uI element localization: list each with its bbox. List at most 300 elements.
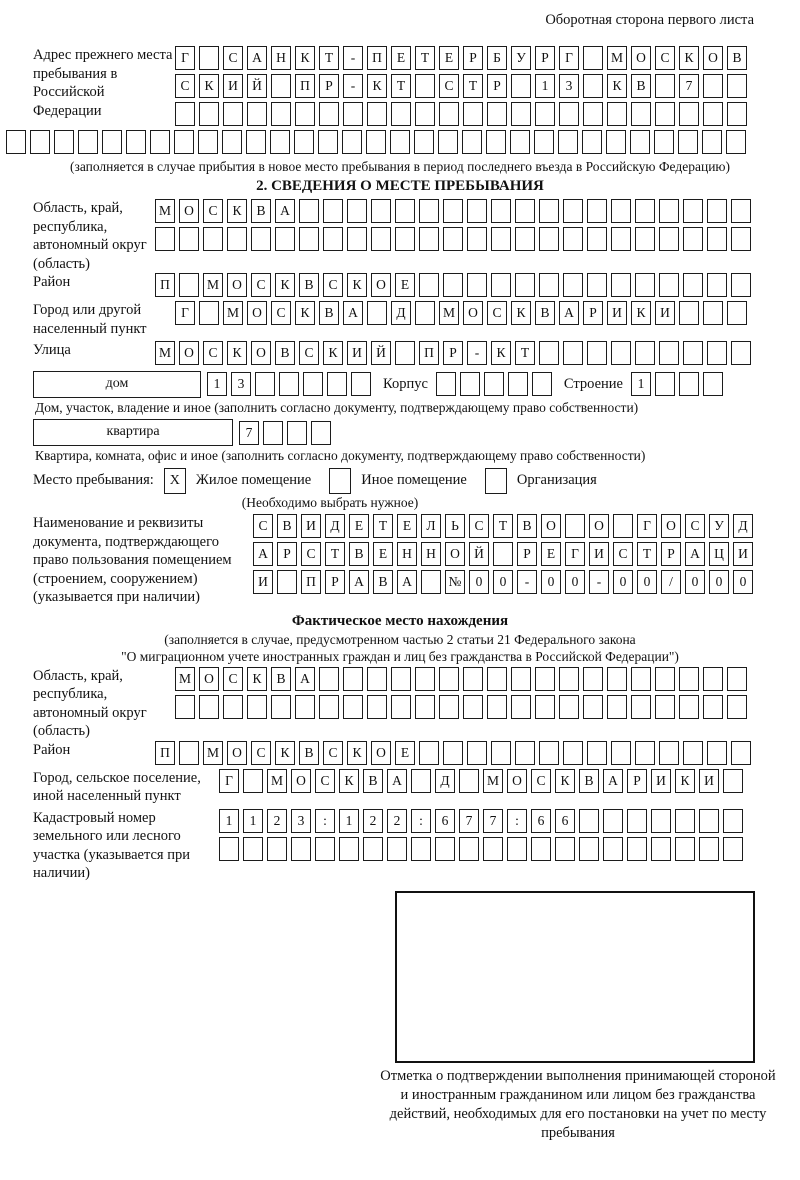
prev-address-row-4 bbox=[6, 130, 800, 154]
char-cell: А bbox=[253, 542, 273, 566]
char-cell bbox=[655, 102, 675, 126]
char-cell: П bbox=[301, 570, 321, 594]
char-cell: Р bbox=[535, 46, 555, 70]
char-cell bbox=[395, 199, 415, 223]
char-cell bbox=[126, 130, 146, 154]
char-cell bbox=[507, 837, 527, 861]
char-cell bbox=[343, 695, 363, 719]
char-cell bbox=[347, 227, 367, 251]
char-cell bbox=[271, 695, 291, 719]
char-cell bbox=[707, 273, 727, 297]
fact-region-rows bbox=[175, 667, 751, 723]
char-cell bbox=[467, 741, 487, 765]
char-cell: Н bbox=[397, 542, 417, 566]
char-cell bbox=[371, 199, 391, 223]
char-cell bbox=[563, 199, 583, 223]
region-block bbox=[33, 199, 800, 273]
char-cell bbox=[703, 102, 723, 126]
char-cell: П bbox=[419, 341, 439, 365]
char-cell: Т bbox=[325, 542, 345, 566]
char-cell: Р bbox=[277, 542, 297, 566]
char-cell: Р bbox=[319, 74, 339, 98]
char-cell bbox=[555, 837, 575, 861]
stroenie-label: Строение bbox=[563, 375, 623, 392]
char-cell bbox=[655, 695, 675, 719]
char-cell: Е bbox=[541, 542, 561, 566]
char-cell: К bbox=[347, 273, 367, 297]
char-cell bbox=[439, 695, 459, 719]
cadastral-rows bbox=[219, 809, 747, 865]
char-cell bbox=[582, 130, 602, 154]
char-cell: 6 bbox=[531, 809, 551, 833]
fact-region-label: Область, край, республика, автономный округ (область) bbox=[33, 667, 147, 739]
char-cell bbox=[463, 695, 483, 719]
fact-title: Фактическое место нахождения bbox=[291, 612, 509, 629]
char-cell bbox=[558, 130, 578, 154]
char-cell bbox=[271, 74, 291, 98]
char-cell: Р bbox=[487, 74, 507, 98]
char-cell bbox=[366, 130, 386, 154]
char-cell bbox=[699, 809, 719, 833]
char-cell: О bbox=[589, 514, 609, 538]
char-cell bbox=[462, 130, 482, 154]
char-cell bbox=[727, 102, 747, 126]
char-cell bbox=[583, 102, 603, 126]
prev-address-row-3 bbox=[175, 102, 751, 126]
char-cell bbox=[515, 741, 535, 765]
char-cell bbox=[731, 199, 751, 223]
cadastral-block bbox=[33, 809, 800, 883]
cadastral-label: Кадастровый номер земельного или лесного участка (указывается при наличии) bbox=[33, 809, 190, 881]
stay-type-option-other: Иное помещение bbox=[361, 472, 467, 488]
char-cell bbox=[291, 837, 311, 861]
char-cell: 1 bbox=[535, 74, 555, 98]
char-cell: : bbox=[411, 809, 431, 833]
char-cell bbox=[487, 695, 507, 719]
stay-type-option-residential: Жилое помещение bbox=[195, 472, 312, 488]
char-cell bbox=[415, 102, 435, 126]
char-cell bbox=[419, 199, 439, 223]
char-cell bbox=[563, 741, 583, 765]
char-cell bbox=[659, 227, 679, 251]
stroenie-row bbox=[631, 372, 727, 396]
char-cell: П bbox=[367, 46, 387, 70]
char-cell bbox=[493, 542, 513, 566]
section2-title: 2. СВЕДЕНИЯ О МЕСТЕ ПРЕБЫВАНИЯ bbox=[256, 178, 544, 194]
char-cell: Й bbox=[469, 542, 489, 566]
char-cell bbox=[419, 273, 439, 297]
char-cell: 2 bbox=[363, 809, 383, 833]
char-cell: К bbox=[339, 769, 359, 793]
char-cell bbox=[683, 199, 703, 223]
char-cell bbox=[531, 837, 551, 861]
char-cell bbox=[367, 102, 387, 126]
char-cell: И bbox=[589, 542, 609, 566]
house-note: Дом, участок, владение и иное (заполнить согласно документу, подтверждающему право собственности) bbox=[35, 400, 639, 415]
char-cell: М bbox=[223, 301, 243, 325]
char-cell: Т bbox=[391, 74, 411, 98]
char-cell bbox=[414, 130, 434, 154]
char-cell: М bbox=[155, 341, 175, 365]
char-cell: Т bbox=[637, 542, 657, 566]
char-cell: Р bbox=[627, 769, 647, 793]
fact-city-label: Город, сельское поселение, иной населенный пункт bbox=[33, 769, 201, 804]
char-cell bbox=[510, 130, 530, 154]
char-cell: В bbox=[271, 667, 291, 691]
char-cell bbox=[54, 130, 74, 154]
char-cell: Т bbox=[415, 46, 435, 70]
char-cell bbox=[613, 514, 633, 538]
char-cell bbox=[179, 227, 199, 251]
char-cell: К bbox=[199, 74, 219, 98]
char-cell bbox=[535, 102, 555, 126]
char-cell bbox=[508, 372, 528, 396]
char-cell: А bbox=[295, 667, 315, 691]
char-cell: : bbox=[507, 809, 527, 833]
document-label: Наименование и реквизиты документа, подтверждающего право пользования помещением (строением, сооружением) (указывается при наличии) bbox=[33, 515, 232, 605]
stay-type-block bbox=[33, 467, 800, 494]
char-cell: К bbox=[607, 74, 627, 98]
char-cell: С bbox=[175, 74, 195, 98]
char-cell bbox=[707, 341, 727, 365]
char-cell: В bbox=[275, 341, 295, 365]
char-cell: К bbox=[323, 341, 343, 365]
char-cell bbox=[315, 837, 335, 861]
char-cell bbox=[467, 199, 487, 223]
char-cell: Р bbox=[463, 46, 483, 70]
char-cell: С bbox=[203, 341, 223, 365]
char-cell: 7 bbox=[483, 809, 503, 833]
char-cell: Р bbox=[443, 341, 463, 365]
char-cell bbox=[78, 130, 98, 154]
char-cell bbox=[179, 741, 199, 765]
char-cell bbox=[391, 667, 411, 691]
char-cell bbox=[726, 130, 746, 154]
document-block bbox=[33, 514, 800, 607]
char-cell: 2 bbox=[387, 809, 407, 833]
fact-region-row-1 bbox=[175, 667, 751, 691]
char-cell: С bbox=[203, 199, 223, 223]
stay-type-label: Место пребывания: bbox=[33, 472, 154, 488]
char-cell bbox=[534, 130, 554, 154]
char-cell bbox=[255, 372, 275, 396]
char-cell bbox=[635, 273, 655, 297]
char-cell bbox=[535, 667, 555, 691]
char-cell: В bbox=[579, 769, 599, 793]
char-cell bbox=[606, 130, 626, 154]
fact-note-line2: "О миграционном учете иностранных граждан и лиц без гражданства в Российской Федерации") bbox=[121, 648, 679, 664]
char-cell bbox=[627, 837, 647, 861]
street-block bbox=[33, 341, 800, 369]
char-cell: 6 bbox=[435, 809, 455, 833]
char-cell bbox=[347, 199, 367, 223]
char-cell bbox=[659, 741, 679, 765]
char-cell bbox=[587, 227, 607, 251]
char-cell bbox=[611, 341, 631, 365]
char-cell: К bbox=[295, 301, 315, 325]
char-cell bbox=[727, 301, 747, 325]
char-cell bbox=[727, 667, 747, 691]
char-cell bbox=[631, 102, 651, 126]
char-cell bbox=[460, 372, 480, 396]
fact-district-row bbox=[155, 741, 755, 765]
char-cell: 3 bbox=[559, 74, 579, 98]
char-cell bbox=[150, 130, 170, 154]
char-cell bbox=[683, 227, 703, 251]
char-cell: 2 bbox=[267, 809, 287, 833]
char-cell: А bbox=[247, 46, 267, 70]
char-cell bbox=[199, 695, 219, 719]
char-cell: В bbox=[277, 514, 297, 538]
char-cell bbox=[443, 741, 463, 765]
char-cell bbox=[539, 273, 559, 297]
char-cell: В bbox=[319, 301, 339, 325]
char-cell bbox=[439, 667, 459, 691]
char-cell: И bbox=[733, 542, 753, 566]
district-row bbox=[155, 273, 755, 297]
char-cell: К bbox=[631, 301, 651, 325]
char-cell: И bbox=[301, 514, 321, 538]
char-cell: - bbox=[343, 46, 363, 70]
char-cell: Р bbox=[661, 542, 681, 566]
char-cell bbox=[327, 372, 347, 396]
char-cell bbox=[463, 102, 483, 126]
char-cell: П bbox=[155, 741, 175, 765]
char-cell bbox=[659, 199, 679, 223]
char-cell bbox=[731, 227, 751, 251]
char-cell: У bbox=[511, 46, 531, 70]
stamp-area bbox=[395, 891, 755, 1063]
char-cell bbox=[491, 199, 511, 223]
char-cell: Г bbox=[559, 46, 579, 70]
fact-note-line1: (заполняется в случае, предусмотренном частью 2 статьи 21 Федерального закона bbox=[164, 631, 636, 647]
char-cell bbox=[655, 74, 675, 98]
char-cell: К bbox=[555, 769, 575, 793]
char-cell: В bbox=[727, 46, 747, 70]
char-cell: С bbox=[613, 542, 633, 566]
char-cell: К bbox=[511, 301, 531, 325]
street-label: Улица bbox=[33, 342, 71, 358]
char-cell bbox=[515, 199, 535, 223]
char-cell bbox=[535, 695, 555, 719]
char-cell bbox=[491, 273, 511, 297]
char-cell: Г bbox=[565, 542, 585, 566]
char-cell bbox=[102, 130, 122, 154]
char-cell: С bbox=[487, 301, 507, 325]
char-cell: В bbox=[299, 273, 319, 297]
char-cell: А bbox=[397, 570, 417, 594]
char-cell: С bbox=[271, 301, 291, 325]
stay-type-checkbox-organization bbox=[485, 468, 507, 494]
char-cell: С bbox=[655, 46, 675, 70]
char-cell: У bbox=[709, 514, 729, 538]
char-cell: К bbox=[679, 46, 699, 70]
char-cell: О bbox=[507, 769, 527, 793]
prev-address-rows bbox=[175, 46, 751, 130]
char-cell bbox=[484, 372, 504, 396]
char-cell bbox=[532, 372, 552, 396]
char-cell: С bbox=[531, 769, 551, 793]
char-cell bbox=[271, 102, 291, 126]
char-cell: 0 bbox=[565, 570, 585, 594]
char-cell bbox=[155, 227, 175, 251]
char-cell bbox=[263, 421, 283, 445]
char-cell bbox=[294, 130, 314, 154]
char-cell: Д bbox=[325, 514, 345, 538]
char-cell bbox=[651, 837, 671, 861]
char-cell: А bbox=[387, 769, 407, 793]
char-cell: Д bbox=[733, 514, 753, 538]
char-cell: И bbox=[607, 301, 627, 325]
char-cell bbox=[351, 372, 371, 396]
fact-city-row bbox=[219, 769, 747, 793]
char-cell: 0 bbox=[685, 570, 705, 594]
char-cell: М bbox=[439, 301, 459, 325]
fact-district-label: Район bbox=[33, 741, 71, 758]
char-cell bbox=[419, 741, 439, 765]
char-cell bbox=[559, 102, 579, 126]
char-cell bbox=[679, 301, 699, 325]
char-cell bbox=[415, 301, 435, 325]
char-cell: Д bbox=[391, 301, 411, 325]
char-cell bbox=[175, 695, 195, 719]
char-cell bbox=[631, 695, 651, 719]
char-cell: Б bbox=[487, 46, 507, 70]
korpus-row bbox=[436, 372, 556, 396]
char-cell: О bbox=[247, 301, 267, 325]
char-cell: В bbox=[517, 514, 537, 538]
char-cell bbox=[299, 199, 319, 223]
char-cell: Г bbox=[637, 514, 657, 538]
char-cell: Р bbox=[517, 542, 537, 566]
char-cell bbox=[515, 227, 535, 251]
char-cell bbox=[411, 769, 431, 793]
char-cell bbox=[411, 837, 431, 861]
char-cell bbox=[679, 372, 699, 396]
char-cell bbox=[587, 341, 607, 365]
char-cell: Д bbox=[435, 769, 455, 793]
char-cell bbox=[436, 372, 456, 396]
char-cell bbox=[247, 695, 267, 719]
char-cell: / bbox=[661, 570, 681, 594]
char-cell bbox=[607, 667, 627, 691]
char-cell bbox=[679, 667, 699, 691]
char-cell bbox=[583, 74, 603, 98]
char-cell bbox=[731, 341, 751, 365]
char-cell: С bbox=[301, 542, 321, 566]
char-cell: К bbox=[247, 667, 267, 691]
char-cell bbox=[630, 130, 650, 154]
char-cell bbox=[174, 130, 194, 154]
char-cell: 1 bbox=[219, 809, 239, 833]
char-cell bbox=[467, 227, 487, 251]
char-cell bbox=[515, 273, 535, 297]
char-cell: Й bbox=[247, 74, 267, 98]
char-cell: Л bbox=[421, 514, 441, 538]
char-cell bbox=[675, 837, 695, 861]
char-cell: 1 bbox=[207, 372, 227, 396]
char-cell: 3 bbox=[231, 372, 251, 396]
char-cell bbox=[486, 130, 506, 154]
char-cell bbox=[318, 130, 338, 154]
char-cell: И bbox=[347, 341, 367, 365]
char-cell: К bbox=[227, 199, 247, 223]
char-cell bbox=[559, 667, 579, 691]
char-cell bbox=[487, 667, 507, 691]
char-cell bbox=[651, 809, 671, 833]
char-cell bbox=[367, 695, 387, 719]
char-cell bbox=[631, 667, 651, 691]
char-cell bbox=[367, 667, 387, 691]
char-cell: Й bbox=[371, 341, 391, 365]
char-cell: И bbox=[651, 769, 671, 793]
char-cell: Т bbox=[319, 46, 339, 70]
char-cell bbox=[727, 74, 747, 98]
char-cell: С bbox=[251, 741, 271, 765]
char-cell bbox=[199, 46, 219, 70]
char-cell: Е bbox=[439, 46, 459, 70]
char-cell bbox=[587, 199, 607, 223]
char-cell bbox=[703, 372, 723, 396]
char-cell bbox=[731, 741, 751, 765]
char-cell bbox=[483, 837, 503, 861]
char-cell bbox=[565, 514, 585, 538]
char-cell bbox=[699, 837, 719, 861]
char-cell: - bbox=[467, 341, 487, 365]
char-cell bbox=[299, 227, 319, 251]
char-cell bbox=[607, 102, 627, 126]
char-cell bbox=[319, 695, 339, 719]
char-cell bbox=[635, 199, 655, 223]
char-cell: О bbox=[251, 341, 271, 365]
char-cell bbox=[655, 372, 675, 396]
char-cell bbox=[463, 667, 483, 691]
char-cell: О bbox=[227, 273, 247, 297]
char-cell: В bbox=[535, 301, 555, 325]
char-cell bbox=[443, 227, 463, 251]
char-cell bbox=[603, 809, 623, 833]
char-cell bbox=[731, 273, 751, 297]
char-cell bbox=[222, 130, 242, 154]
char-cell bbox=[675, 809, 695, 833]
char-cell: С bbox=[323, 741, 343, 765]
page-side-note: Оборотная сторона первого листа bbox=[545, 12, 754, 28]
char-cell: 0 bbox=[541, 570, 561, 594]
char-cell: 3 bbox=[291, 809, 311, 833]
stamp-caption: Отметка о подтверждении выполнения принимающей стороной и иностранным гражданином или лицом без гражданства действий, необходимых для его постановки на учет по месту пребывания bbox=[380, 1067, 776, 1141]
char-cell: 0 bbox=[469, 570, 489, 594]
char-cell: О bbox=[631, 46, 651, 70]
char-cell: Т bbox=[373, 514, 393, 538]
char-cell bbox=[607, 695, 627, 719]
prev-address-row-1 bbox=[175, 46, 751, 70]
char-cell bbox=[678, 130, 698, 154]
char-cell bbox=[603, 837, 623, 861]
char-cell: Е bbox=[349, 514, 369, 538]
char-cell bbox=[443, 199, 463, 223]
char-cell bbox=[243, 837, 263, 861]
char-cell: 7 bbox=[679, 74, 699, 98]
char-cell bbox=[491, 741, 511, 765]
char-cell bbox=[723, 769, 743, 793]
char-cell: : bbox=[315, 809, 335, 833]
char-cell bbox=[339, 837, 359, 861]
char-cell bbox=[277, 570, 297, 594]
char-cell: 0 bbox=[493, 570, 513, 594]
char-cell: Р bbox=[325, 570, 345, 594]
char-cell bbox=[223, 695, 243, 719]
char-cell bbox=[227, 227, 247, 251]
